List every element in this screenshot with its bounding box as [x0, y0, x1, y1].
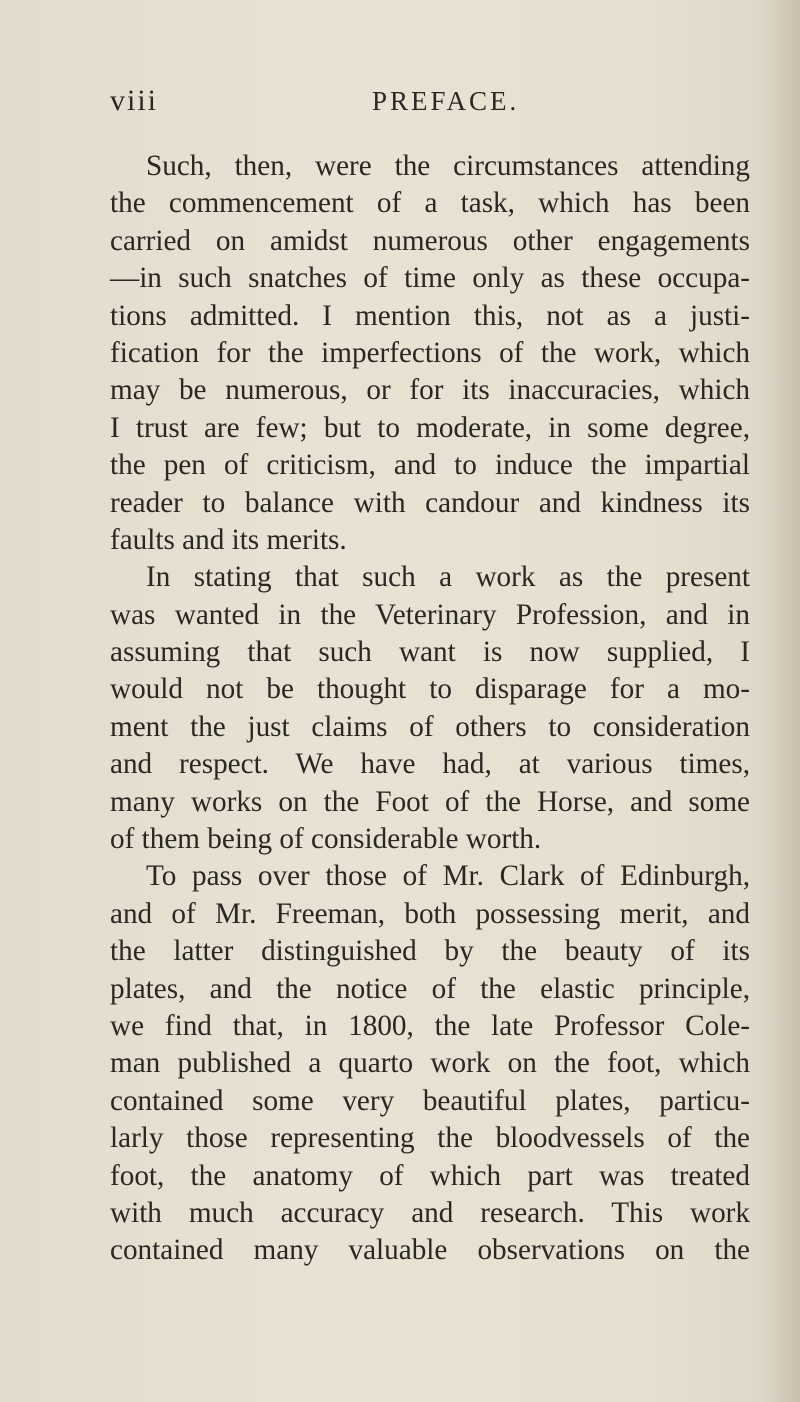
text-line: many works on the Foot of the Horse, and some [110, 785, 750, 818]
text-line: reader to balance with candour and kindness its [110, 486, 750, 519]
text-line: and of Mr. Freeman, both possessing merit, and [110, 897, 750, 930]
text-line: ment the just claims of others to consideration [110, 710, 750, 743]
page-number: viii [110, 84, 159, 117]
page-header [110, 84, 750, 124]
text-line: and respect. We have had, at various times, [110, 748, 750, 781]
text-line: foot, the anatomy of which part was treated [110, 1159, 750, 1192]
running-head: PREFACE. [372, 86, 520, 116]
page-edge-shadow [760, 0, 800, 1402]
text-line: would not be thought to disparage for a mo- [110, 673, 750, 706]
text-line: —in such snatches of time only as these occupa- [110, 262, 750, 295]
text-line: tions admitted. I mention this, not as a justi- [110, 299, 750, 332]
text-line: plates, and the notice of the elastic principle, [110, 972, 750, 1005]
text-line: of them being of considerable worth. [110, 823, 542, 856]
text-line: fication for the imperfections of the work, which [110, 336, 750, 369]
text-line: faults and its merits. [110, 523, 347, 556]
text-line: To pass over those of Mr. Clark of Edinburgh, [146, 860, 750, 893]
text-line: with much accuracy and research. This work [110, 1196, 750, 1229]
text-line: Such, then, were the circumstances attending [146, 150, 750, 182]
text-line: the latter distinguished by the beauty of its [110, 935, 750, 968]
text-line: carried on amidst numerous other engagements [110, 224, 750, 257]
text-line: assuming that such want is now supplied, I [110, 636, 750, 669]
text-line: contained some very beautiful plates, particu- [110, 1084, 750, 1117]
text-line: the commencement of a task, which has been [110, 187, 750, 220]
text-line: was wanted in the Veterinary Profession, and in [110, 598, 750, 631]
text-line: I trust are few; but to moderate, in some degree, [110, 411, 750, 444]
text-line: larly those representing the bloodvessels of the [110, 1122, 750, 1155]
text-line: we find that, in 1800, the late Professor Cole- [110, 1009, 750, 1042]
text-line: may be numerous, or for its inaccuracies, which [110, 374, 750, 407]
body-text [110, 148, 750, 1270]
text-line: contained many valuable observations on the [110, 1234, 750, 1267]
text-line: In stating that such a work as the present [146, 561, 750, 594]
text-line: man published a quarto work on the foot, which [110, 1047, 750, 1080]
text-line: the pen of criticism, and to induce the impartial [110, 449, 750, 482]
